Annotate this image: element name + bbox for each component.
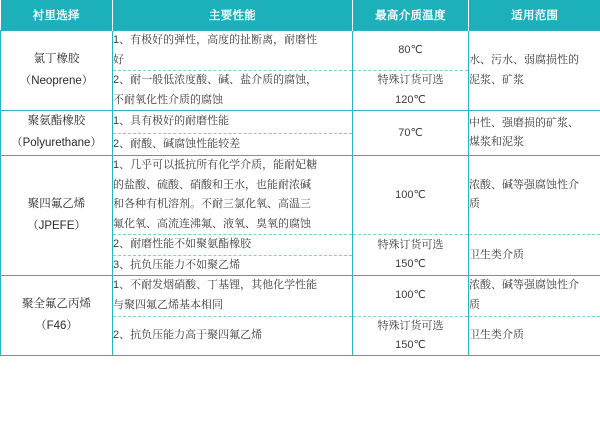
temperature-cell: 特殊订货可选 150℃ [353,235,469,276]
lining-name-cn: 氯丁橡胶 [33,52,80,65]
range-cell: 浓酸、碱等强腐蚀性介 质 [469,156,600,235]
range-cell: 水、污水、弱腐损性的 泥浆、矿浆 [469,31,600,111]
lining-name-polyurethane [1,111,113,156]
performance-cell: 1、有极好的弹性，高度的扯断离，耐磨性 好 [113,31,353,71]
table-row [1,111,600,133]
temperature-cell: 特殊订货可选 150℃ [353,316,469,356]
column-header-lining-选择: 衬里选择 [1,0,113,31]
range-cell: 卫生类介质 [469,235,600,276]
lining-name-en: （Polyurethane） [11,137,102,150]
column-header-application-range: 适用范围 [469,0,600,31]
lining-name-neoprene [1,31,113,111]
lining-name-f46 [1,276,113,356]
lining-name-cn: 聚四氟乙烯 [27,197,86,210]
range-cell: 中性、强磨损的矿浆、 煤浆和泥浆 [469,111,600,156]
performance-cell: 2、抗负压能力高于聚四氟乙烯 [113,316,353,356]
temperature-cell: 80℃ [353,31,469,71]
lining-name-en: （F46） [35,319,78,332]
performance-cell: 2、耐磨性能不如聚氨酯橡胶 [113,235,353,256]
lining-name-jpefe [1,156,113,276]
performance-cell: 2、耐酸、碱腐蚀性能较差 [113,133,353,155]
table-row [1,31,600,71]
column-header-main-performance: 主要性能 [113,0,353,31]
table-row [1,276,600,316]
table-header [1,0,600,31]
lining-name-cn: 聚全氟乙丙烯 [22,297,91,310]
table-header-row [1,0,600,31]
table-row [1,156,600,235]
lining-name-en: （JPEFE） [27,219,86,232]
performance-cell: 3、抗负压能力不如聚乙烯 [113,255,353,276]
temperature-cell: 特殊订货可选 120℃ [353,71,469,111]
performance-cell: 1、不耐发烟硝酸、丁基锂，其他化学性能 与聚四氟乙烯基本相同 [113,276,353,316]
column-header-max-temperature: 最高介质温度 [353,0,469,31]
table-body [1,31,600,356]
range-cell: 浓酸、碱等强腐蚀性介 质 [469,276,600,316]
performance-cell: 1、几乎可以抵抗所有化学介质，能耐妃糖 的盐酸、硫酸、硝酸和王水，也能耐浓碱 和各种有机溶剂。不耐三氯化氧、高温三 氟化氧、高流连沸氟、液氧、臭氧的腐蚀 [113,156,353,235]
performance-cell: 1、具有极好的耐磨性能 [113,111,353,133]
temperature-cell: 70℃ [353,111,469,156]
lining-name-en: （Neoprene） [19,74,94,87]
performance-cell: 2、耐一般低浓度酸、碱、盐介质的腐蚀， 不耐氧化性介质的腐蚀 [113,71,353,111]
temperature-cell: 100℃ [353,276,469,316]
range-cell: 卫生类介质 [469,316,600,356]
lining-name-cn: 聚氨酯橡胶 [27,115,86,128]
temperature-cell: 100℃ [353,156,469,235]
